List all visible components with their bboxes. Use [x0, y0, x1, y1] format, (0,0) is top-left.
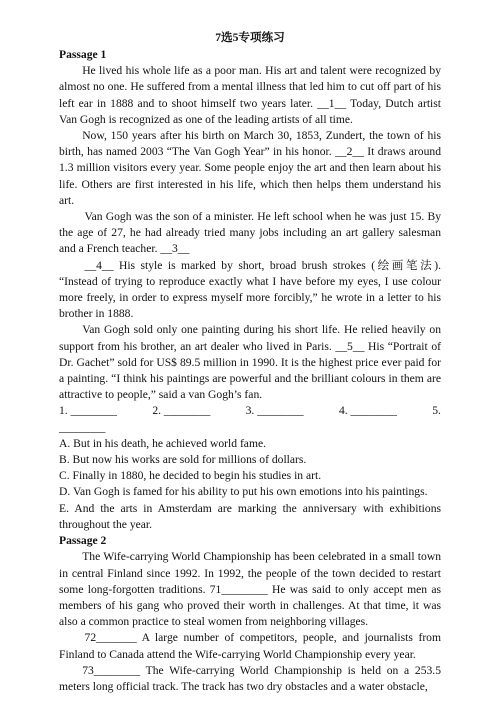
option-b: B. But now his works are sold for millions of dollars. — [59, 453, 307, 467]
passage-1-heading: Passage 1 — [59, 48, 107, 61]
passage-1-paragraph: Van Gogh was the son of a minister. He left school when he was just 15. By the age of 27, he had already tried many jobs including an art gallery salesman and a French teacher. __3__ — [59, 210, 441, 256]
passage-2-paragraph: 72_______ A large number of competitors, people, and journalists from Finland to Canada attend the Wife-carrying World Championship every year. — [59, 631, 441, 661]
passage-1-paragraph: Van Gogh sold only one painting during his short life. He relied heavily on support from his brother, an art dealer who lived in Paris. __5__ His “Portrait of Dr. Gachet” sold for US$ 89.5 million in 1990. It is the highest price ever paid for a painting. “I think his paintings are powerful and the brilliant colours in them are attractive to people,” said a van Gogh’s fan. — [59, 323, 441, 402]
answer-blank-5-line: ________ — [59, 420, 106, 434]
passage-2-paragraph: 73________ The Wife-carrying World Championship is held on a 253.5 meters long official track. The track has two dry obstacles and a water obstacle, — [59, 663, 441, 693]
answer-blank-3: 3. ________ — [245, 404, 304, 418]
passage-1-paragraph: Now, 150 years after his birth on March 30, 1853, Zundert, the town of his birth, has named 2003 “The Van Gogh Year” in his honor. __2__ It draws around 1.3 million visitors every year. Some people enjoy the art and then learn about his life. Others are first interested in his life, which then helps them understand his art. — [59, 129, 441, 207]
answer-blank-4: 4. ________ — [338, 404, 397, 418]
passage-1-paragraph: __4__ His style is marked by short, broad brush strokes (绘画笔法). “Instead of trying to reproduce exactly what I have before my eyes, I use colour more freely, in order to express myself more forcibly,” he wrote in a letter to his brother in 1888. — [59, 258, 441, 321]
document-title: 7选5专项练习 — [215, 31, 285, 44]
option-a: A. But in his death, he achieved world fame. — [59, 436, 267, 450]
passage-2-heading: Passage 2 — [59, 534, 107, 548]
option-c: C. Finally in 1880, he decided to begin his studies in art. — [59, 469, 322, 483]
passage-1-paragraph: He lived his whole life as a poor man. His art and talent were recognized by almost no one. He suffered from a mental illness that led him to cut off part of his left ear in 1888 and to shoot himself two years later. __1__ Today, Dutch artist Van Gogh is recognized as one of the leading artists of all time. — [59, 64, 441, 126]
option-e: E. And the arts in Amsterdam are marking the anniversary with exhibitions throughout the year. — [59, 501, 441, 531]
passage-2-paragraph: The Wife-carrying World Championship has been celebrated in a small town in central Finland since 1992. In 1992, the people of the town decided to restart some long-forgotten traditions. 71________ He was said to only accept men as members of his gang who proved their worth in challenges. At that time, it was also a common practice to steal women from neighboring villages. — [59, 550, 441, 629]
answer-blank-1: 1. ________ — [59, 404, 117, 418]
option-d: D. Van Gogh is famed for his ability to put his own emotions into his paintings. — [59, 485, 428, 499]
answer-blank-2: 2. ________ — [152, 404, 211, 418]
answer-blanks-row — [59, 403, 441, 419]
answer-blank-5: 5. — [432, 404, 441, 418]
